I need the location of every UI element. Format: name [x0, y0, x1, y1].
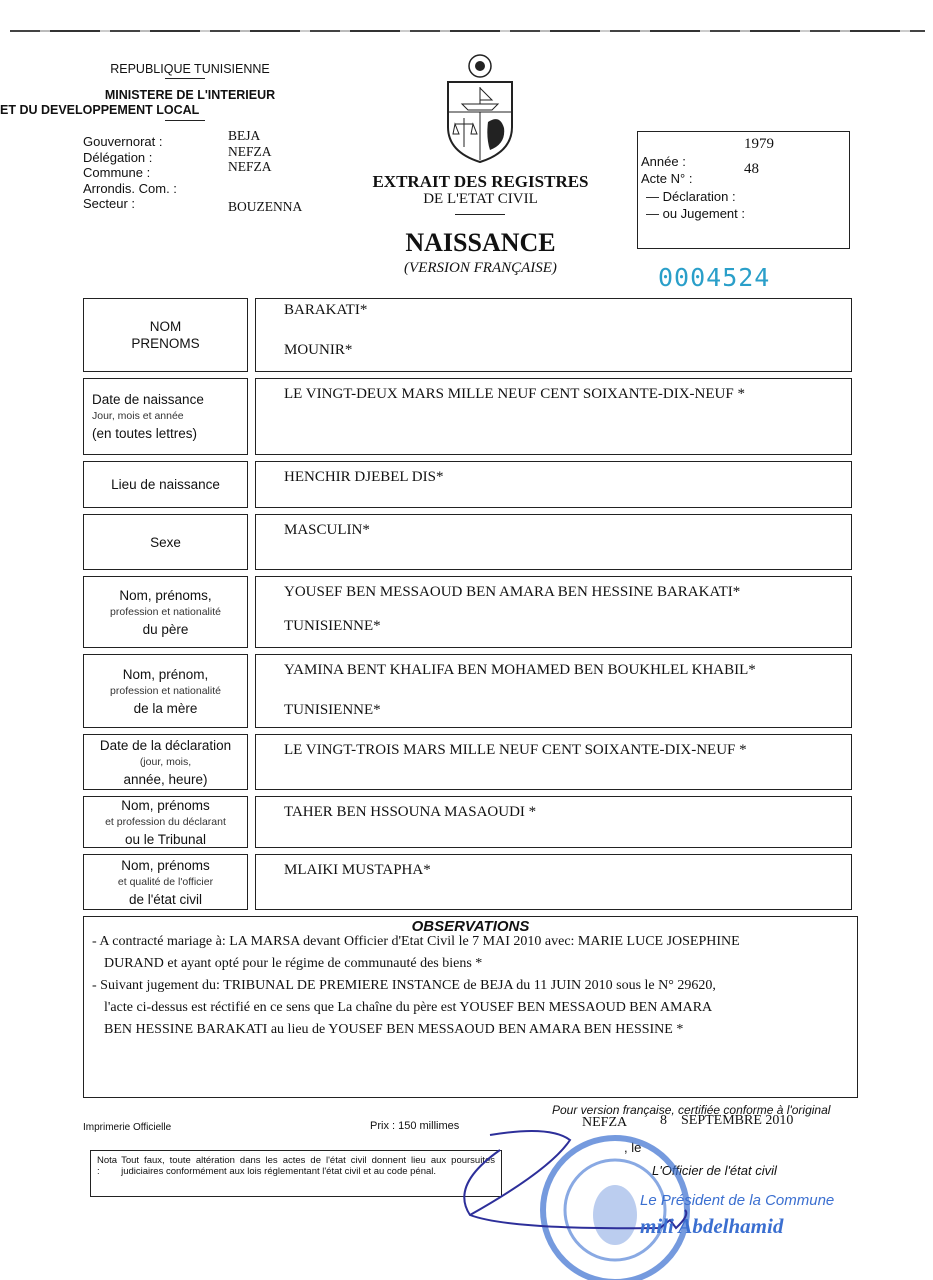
jugement-label: — ou Jugement : — [646, 206, 745, 221]
row-value: TAHER BEN HSSOUNA MASAOUDI * — [284, 804, 537, 820]
row-label-cell — [83, 298, 248, 372]
row-value: LE VINGT-DEUX MARS MILLE NEUF CENT SOIXANTE-DIX-NEUF * — [284, 386, 745, 402]
row-value-cell — [255, 378, 852, 455]
row-value-cell — [255, 854, 852, 910]
row-label: et profession du déclarant — [105, 815, 226, 828]
officer-label: L'Officier de l'état civil — [652, 1163, 777, 1178]
serial-number: 0004524 — [658, 263, 771, 292]
divider — [455, 214, 505, 215]
annee-label: Année : — [641, 154, 686, 169]
location-fields — [83, 128, 303, 214]
row-label: profession et nationalité — [110, 684, 221, 697]
row-value: YAMINA BENT KHALIFA BEN MOHAMED BEN BOUKHLEL KHABIL* — [284, 662, 756, 678]
row-value: BARAKATI* — [284, 302, 368, 318]
title-etat-civil: DE L'ETAT CIVIL — [423, 191, 538, 207]
title-extrait: EXTRAIT DES REGISTRES — [372, 172, 589, 191]
row-label: Sexe — [150, 534, 181, 550]
annee-value: 1979 — [744, 136, 774, 152]
observations-text — [92, 931, 740, 1041]
registry-box — [637, 131, 850, 249]
republic-label: REPUBLIQUE TUNISIENNE — [110, 62, 270, 76]
observation-line: DURAND et ayant opté pour le régime de communauté des biens * — [104, 956, 483, 971]
field-value: BOUZENNA — [228, 199, 303, 214]
row-value: MASCULIN* — [284, 522, 370, 538]
row-label: (jour, mois, — [139, 755, 192, 768]
row-label-cell — [83, 378, 248, 455]
row-label-cell — [83, 796, 248, 848]
divider — [165, 78, 205, 79]
row-value: YOUSEF BEN MESSAOUD BEN AMARA BEN HESSINE BARAKATI* — [284, 584, 741, 600]
row-label-cell — [83, 461, 248, 508]
row-value: LE VINGT-TROIS MARS MILLE NEUF CENT SOIXANTE-DIX-NEUF * — [284, 742, 747, 758]
row-label: de la mère — [133, 700, 198, 716]
row-label: Nom, prénoms — [121, 857, 210, 873]
field-label: Délégation : — [83, 149, 153, 165]
row-label: ou le Tribunal — [124, 831, 207, 847]
acte-value: 48 — [744, 161, 759, 177]
row-label-cell — [83, 654, 248, 728]
price-label: Prix : 150 millimes — [370, 1120, 460, 1132]
location-field — [83, 196, 302, 212]
le-label: , le — [624, 1140, 642, 1155]
place-value: NEFZA — [582, 1115, 628, 1130]
row-value-cell — [255, 654, 852, 728]
row-label: Date de la déclaration — [99, 737, 232, 753]
field-value: NEFZA — [228, 159, 272, 174]
row-label-cell — [83, 854, 248, 910]
date-value: 8 SEPTEMBRE 2010 — [660, 1113, 794, 1128]
field-value: BEJA — [228, 128, 261, 143]
field-value: NEFZA — [228, 143, 272, 159]
field-label: Gouvernorat : — [83, 134, 163, 149]
field-label: Commune : — [83, 165, 151, 180]
acte-label: Acte N° : — [641, 171, 693, 186]
field-label: Arrondis. Com. : — [83, 180, 177, 196]
certified-label: Pour version française, certifiée conforme à l'original — [552, 1103, 831, 1117]
row-value: TUNISIENNE* — [284, 618, 381, 634]
stamp-president-line: Le Président de la Commune — [640, 1192, 835, 1209]
row-value: HENCHIR DJEBEL DIS* — [284, 469, 444, 485]
location-field — [83, 181, 302, 197]
row-value: MLAIKI MUSTAPHA* — [284, 862, 431, 878]
divider — [165, 120, 205, 121]
row-value: TUNISIENNE* — [284, 702, 381, 718]
row-label: PRENOMS — [131, 336, 200, 351]
row-label: et qualité de l'officier — [117, 875, 214, 888]
row-value: MOUNIR* — [284, 342, 353, 358]
observations-title: OBSERVATIONS — [411, 918, 530, 935]
row-label-cell — [83, 576, 248, 648]
nota-text: Tout faux, toute altération dans les actes de l'état civil donnent lieu aux poursuites judiciaires conformément aux lois réglementant l'état civil et au code pénal. — [121, 1155, 495, 1177]
observation-line: - Suivant jugement du: TRIBUNAL DE PREMIERE INSTANCE de BEJA du 11 JUIN 2010 sous le N° 29620, — [92, 978, 716, 993]
row-label-cell — [83, 514, 248, 570]
row-label: Nom, prénom, — [122, 666, 209, 682]
version-label: (VERSION FRANÇAISE) — [404, 260, 557, 276]
observations-box — [83, 916, 858, 1098]
row-label: de l'état civil — [128, 891, 203, 907]
row-value-cell — [255, 734, 852, 790]
location-field — [83, 159, 302, 181]
row-label: (en toutes lettres) — [92, 426, 198, 441]
field-label: Secteur : — [83, 196, 136, 211]
row-label: Lieu de naissance — [111, 477, 220, 492]
row-label: année, heure) — [123, 771, 208, 787]
declaration-label: — Déclaration : — [646, 189, 736, 204]
row-value-cell — [255, 514, 852, 570]
ministry-line2: ET DU DEVELOPPEMENT LOCAL — [0, 103, 200, 117]
row-value-cell — [255, 461, 852, 508]
row-label: Date de naissance — [92, 392, 204, 407]
coat-of-arms-emblem — [440, 52, 520, 167]
row-label: du père — [142, 621, 189, 637]
row-label: Jour, mois et année — [92, 410, 184, 422]
observation-line: l'acte ci-dessus est réctifié en ce sens que La chaîne du père est YOUSEF BEN MESSAOUD BEN AMARA — [104, 1000, 713, 1015]
scan-edge-line — [10, 30, 925, 32]
nota-label: Nota : — [97, 1155, 118, 1177]
row-label: Nom, prénoms, — [119, 587, 212, 603]
row-label: NOM — [149, 319, 182, 334]
row-label: Nom, prénoms — [121, 797, 210, 813]
row-value-cell — [255, 796, 852, 848]
row-label: profession et nationalité — [110, 605, 221, 618]
printer-label: Imprimerie Officielle — [83, 1122, 172, 1133]
observation-line: BEN HESSINE BARAKATI au lieu de YOUSEF BEN MESSAOUD BEN AMARA BEN HESSINE * — [104, 1022, 684, 1037]
row-value-cell — [255, 298, 852, 372]
document-type: NAISSANCE — [405, 228, 556, 257]
stamp-name-line: mili Abdelhamid — [640, 1214, 784, 1238]
row-value-cell — [255, 576, 852, 648]
row-label-cell — [83, 734, 248, 790]
observation-line: - A contracté mariage à: LA MARSA devant Officier d'Etat Civil le 7 MAI 2010 avec: MARIE LUCE JOSEPHINE — [92, 934, 740, 949]
ministry-line1: MINISTERE DE L'INTERIEUR — [104, 88, 276, 102]
